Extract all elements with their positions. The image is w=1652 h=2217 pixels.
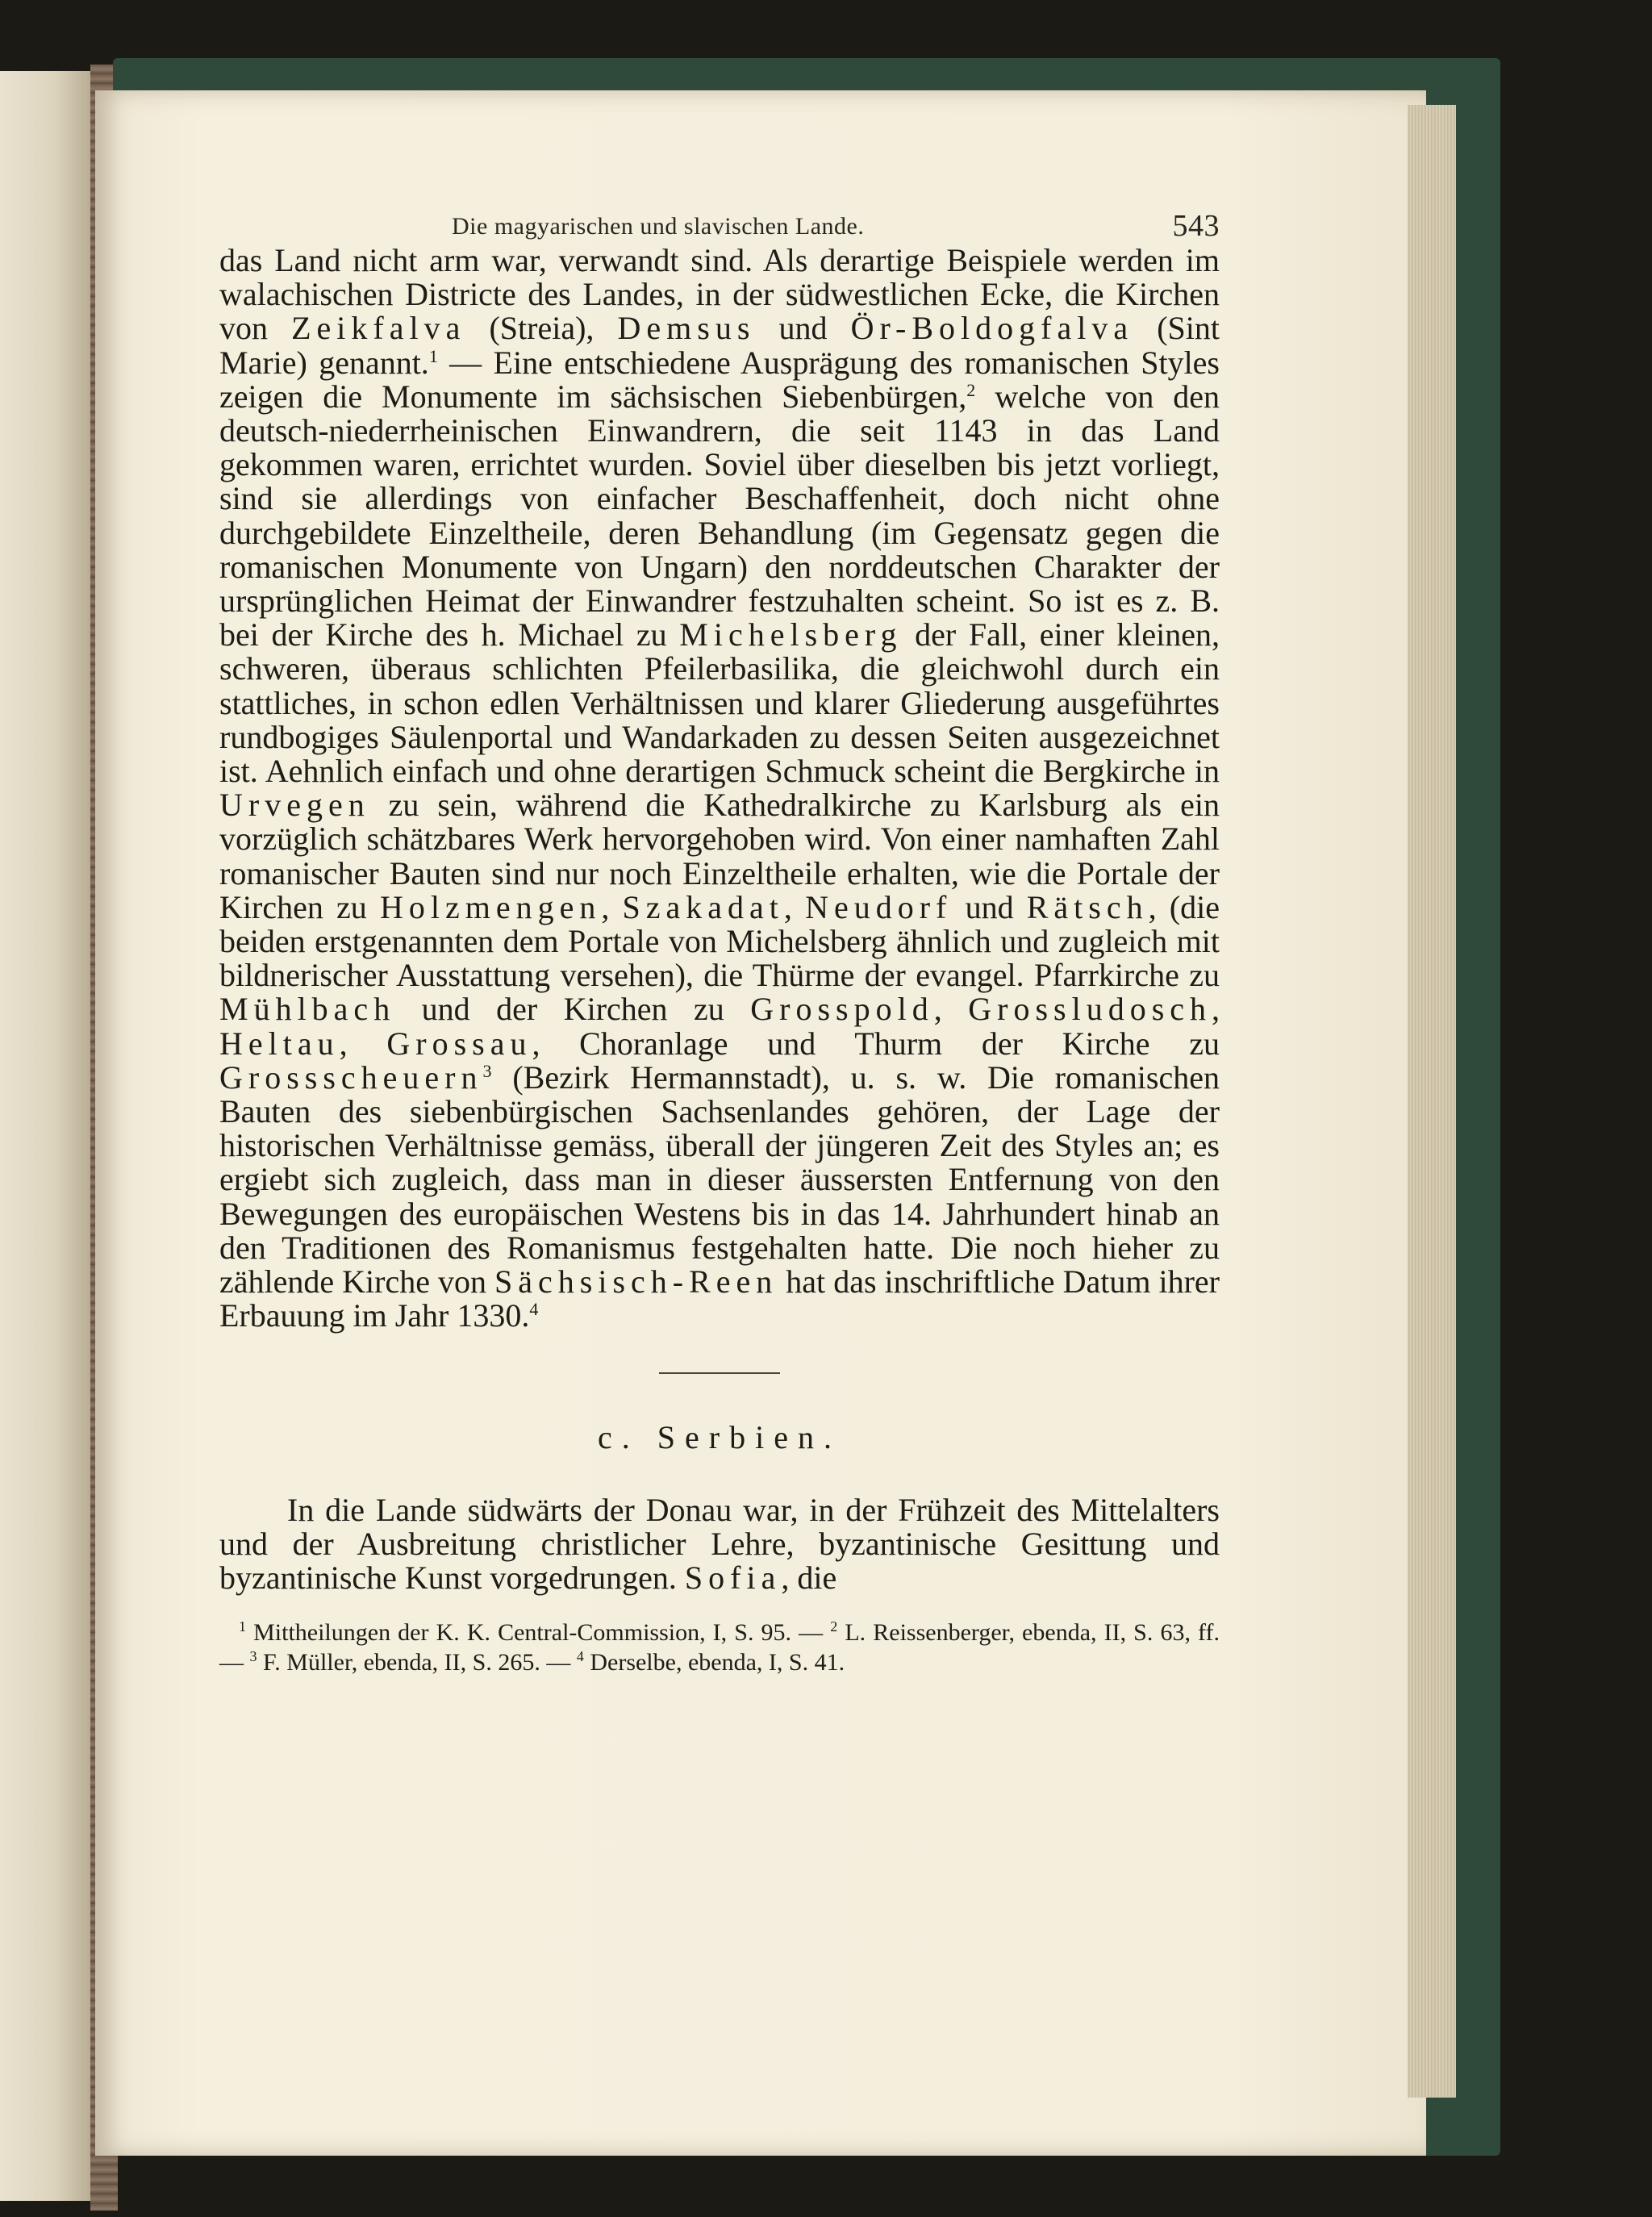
text-run: welche von den deutsch-niederrheinischen Einwandrern, die seit 1143 in das Land gekommen waren, errichtet wurden. Soviel über dieselben bis jetzt vorliegt, sind sie allerdings von einfacher Beschaffenheit, doch nicht ohne durchgebildete Einzeltheile, deren Behandlung (im Gegensatz gegen die romanischen Monumente von Ungarn) den norddeutschen Charakter der ursprünglichen Heimat der Einwandrer festzuhalten scheint. So ist es z. B. bei der Kirche des h. Michael zu (219, 378, 1220, 653)
left-page-edge (0, 71, 90, 2201)
place-grossau: Grossau (386, 1025, 532, 1062)
section-divider (659, 1372, 780, 1374)
footnote-ref-2: 2 (966, 379, 976, 400)
paragraph-serbia (219, 1493, 1220, 1596)
place-or-boldogfalva: Ör-Boldogfalva (850, 310, 1134, 347)
running-header (219, 208, 1220, 257)
page-edges (1408, 105, 1456, 2098)
text-run: , (783, 888, 806, 925)
text-run: — Eine entschiedene Ausprägung des romanischen Styles zeigen die Monumente im sächsischen Siebenbürgen, (219, 344, 1220, 415)
place-grossludosch: Grossludosch (968, 991, 1212, 1028)
text-run: das Land nicht arm war, verwandt sind. Als derartige Beispiele werden im walachischen Districte des Landes, in der südwestlichen Ecke, die Kirchen von (219, 242, 1220, 347)
text-run: der Fall, einer kleinen, schweren, überaus schlichten Pfeilerbasilika, die gleichwohl durch ein stattliches, in schon edlen Verhältnissen und klarer Gliederung ausgeführtes rundbogiges Säulenportal und Wandarkaden zu dessen Seiten ausgezeichnet ist. Aehnlich einfach und ohne derartigen Schmuck scheint die Bergkirche in (219, 616, 1220, 790)
place-neudorf: Neudorf (805, 888, 953, 925)
footnotes (219, 1618, 1220, 1677)
place-urvegen: Urvegen (219, 787, 370, 824)
footnote-marker-4: 4 (576, 1648, 584, 1665)
place-michelsberg: Michelsberg (679, 616, 903, 653)
text-run: , (die beiden erstgenannten dem Portale von Michelsberg ähnlich und zugleich mit bildnerischer Ausstattung versehen), die Thürme der evangel. Pfarrkirche zu (219, 888, 1220, 994)
text-run: (Sint Marie) genannt. (219, 310, 1220, 381)
text-run: In die Lande südwärts der Donau war, in der Frühzeit des Mittelalters und der Ausbreitung christlicher Lehre, byzantinische Gesittung und byzantinische Kunst vorgedrungen. (219, 1491, 1220, 1597)
text-run: , (1212, 991, 1220, 1028)
footnote-1: Mittheilungen der K. K. Central-Commission, I, S. 95. — (246, 1619, 831, 1647)
section-heading: c. Serbien. (598, 1418, 841, 1455)
running-title: Die magyarischen und slavischen Lande. (452, 213, 865, 240)
text-run: , (933, 991, 969, 1028)
place-saechsisch-reen: Sächsisch-Reen (494, 1263, 778, 1301)
paragraph-transylvania (219, 244, 1220, 1334)
footnote-marker-3: 3 (249, 1648, 257, 1665)
text-run: und der Kirchen zu (395, 991, 751, 1028)
text-run: und (755, 310, 851, 347)
footnote-4: Derselbe, ebenda, I, S. 41. (583, 1649, 845, 1676)
place-szakadat: Szakadat (622, 888, 784, 925)
place-holzmengen: Holzmengen (379, 888, 602, 925)
footnote-block (219, 1618, 1220, 1677)
place-grossscheuern: Grossscheuern (219, 1058, 483, 1096)
place-demsus: Demsus (617, 310, 756, 347)
page-number: 543 (1172, 209, 1220, 243)
footnote-ref-3: 3 (482, 1060, 492, 1081)
footnote-2: L. Reissenberger, ebenda, II, S. 63, ff. — (219, 1619, 1220, 1676)
text-run: zu sein, während die Kathedralkirche zu Karlsburg als ein vorzüglich schätzbares Werk hervorgehoben wird. Von einer namhaften Zahl romanischer Bauten sind nur noch Einzeltheile erhalten, wie die Portale der Kirchen zu (219, 787, 1220, 925)
footnote-ref-1: 1 (428, 345, 438, 366)
footnote-marker-1: 1 (239, 1618, 246, 1635)
text-run: , (601, 888, 623, 925)
page-text (219, 208, 1220, 1677)
text-run: , die (781, 1559, 837, 1597)
place-raetsch: Rätsch (1026, 888, 1149, 925)
text-run: hat das inschriftliche Datum ihrer Erbauung im Jahr 1330. (219, 1263, 1220, 1334)
footnote-3: F. Müller, ebenda, II, S. 265. — (257, 1649, 577, 1676)
place-zeikfalva: Zeikfalva (291, 310, 466, 347)
text-run: und (952, 888, 1027, 925)
footnote-ref-4: 4 (529, 1299, 539, 1320)
place-heltau: Heltau (219, 1025, 340, 1062)
place-muehlbach: Mühlbach (219, 991, 396, 1028)
place-sofia: Sofia (684, 1559, 782, 1597)
place-grosspold: Grosspold (750, 991, 934, 1028)
main-text (219, 244, 1220, 1595)
text-run: , Choranlage und Thurm der Kirche zu (532, 1025, 1220, 1062)
footnote-marker-2: 2 (830, 1618, 838, 1635)
text-run: , (339, 1025, 387, 1062)
text-run: (Bezirk Hermannstadt), u. s. w. Die romanischen Bauten des siebenbürgischen Sachsenlandes gehören, der Lage der historischen Verhältnisse gemäss, überall der jüngeren Zeit des Styles an; es ergiebt sich zugleich, dass man in dieser äussersten Entfernung von den Bewegungen des europäischen Westens bis in das 14. Jahrhundert hinab an den Traditionen des Romanismus festgehalten hatte. Die noch hieher zu zählende Kirche von (219, 1058, 1220, 1301)
text-run: (Streia), (465, 310, 618, 347)
